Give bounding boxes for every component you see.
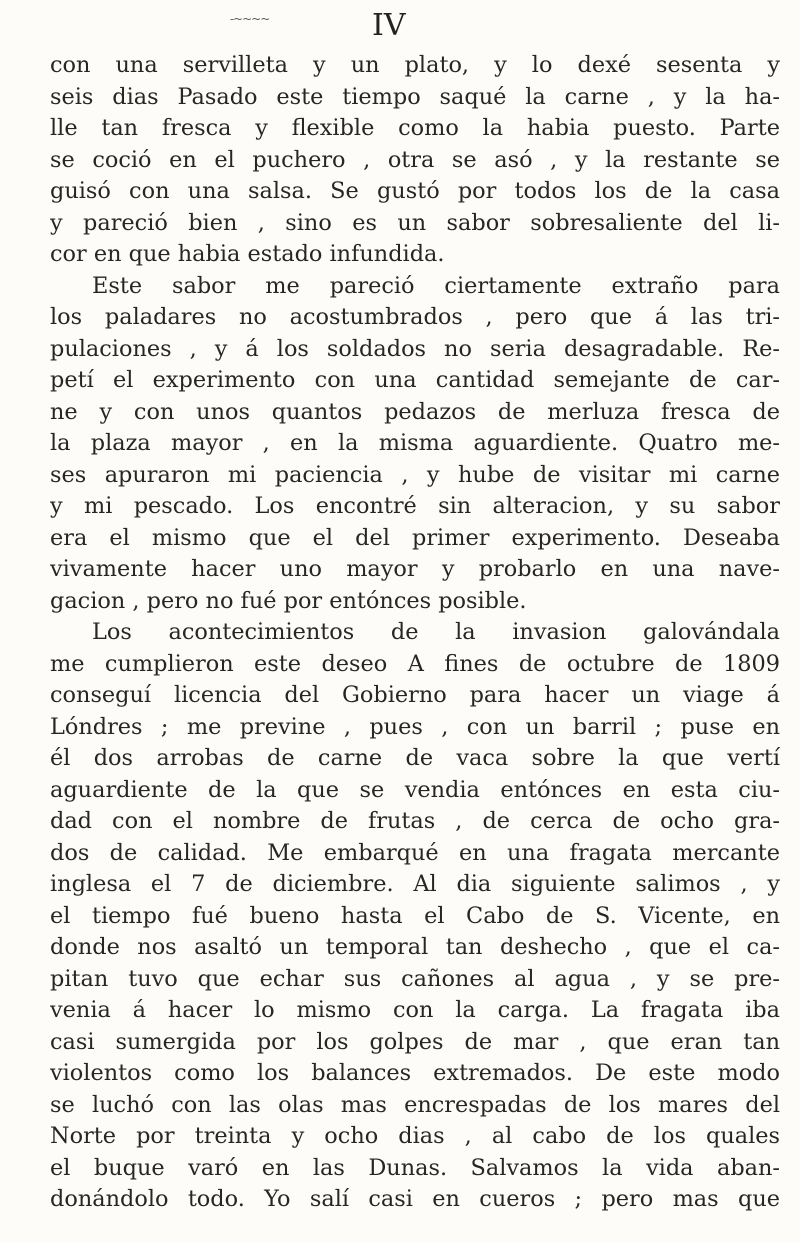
text-line: él dos arrobas de carne de vaca sobre la que vertí <box>50 745 780 771</box>
text-line: pitan tuvo que echar sus cañones al agua , y se pre- <box>50 965 780 992</box>
header-ornament: -~~~~ <box>230 12 270 26</box>
text-line: dad con el nombre de frutas , de cerca de ocho gra- <box>50 808 780 834</box>
page-header <box>0 8 800 48</box>
text-line: guisó con una salsa. Se gustó por todos los de la casa <box>50 178 780 204</box>
text-line: donándolo todo. Yo salí casi en cueros ; pero mas que <box>50 1186 780 1212</box>
text-line: Norte por treinta y ocho dias , al cabo de los quales <box>50 1123 780 1149</box>
text-line: ne y con unos quantos pedazos de merluza fresca de <box>50 398 780 425</box>
text-line: violentos como los balances extremados. De este modo <box>50 1060 780 1086</box>
text-line: gacion , pero no fué por entónces posible. <box>50 587 527 614</box>
page-number: IV <box>372 8 406 43</box>
text-line: ses apuraron mi paciencia , y hube de visitar mi carne <box>50 461 780 488</box>
text-line: con una servilleta y un plato, y lo dexé sesenta y <box>50 52 780 78</box>
text-line: conseguí licencia del Gobierno para hacer un viage á <box>50 682 780 708</box>
text-line: y mi pescado. Los encontré sin alteracion, y su sabor <box>50 493 780 519</box>
text-line: lle tan fresca y flexible como la habia puesto. Parte <box>50 115 780 141</box>
text-line: se luchó con las olas mas encrespadas de los mares del <box>50 1091 780 1118</box>
text-line: cor en que habia estado infundida. <box>50 241 445 267</box>
text-line: la plaza mayor , en la misma aguardiente. Quatro me- <box>50 430 780 456</box>
text-line: me cumplieron este deseo A fines de octubre de 1809 <box>50 650 780 677</box>
text-line: Lóndres ; me previne , pues , con un barril ; puse en <box>50 713 780 740</box>
text-line: dos de calidad. Me embarqué en una fragata mercante <box>50 839 780 866</box>
text-line: venia á hacer lo mismo con la carga. La fragata iba <box>50 997 780 1023</box>
text-line: Los acontecimientos de la invasion galovándala <box>92 619 780 645</box>
text-line: vivamente hacer uno mayor y probarlo en una nave- <box>50 556 780 582</box>
text-line: inglesa el 7 de diciembre. Al dia siguiente salimos , y <box>50 871 780 897</box>
text-line: el tiempo fué bueno hasta el Cabo de S. Vicente, en <box>50 902 780 929</box>
text-line: era el mismo que el del primer experimento. Deseaba <box>50 524 780 551</box>
text-line: seis dias Pasado este tiempo saqué la carne , y la ha- <box>50 83 780 110</box>
text-line: casi sumergida por los golpes de mar , que eran tan <box>50 1028 780 1055</box>
text-line: Este sabor me pareció ciertamente extraño para <box>92 272 780 299</box>
body-text <box>50 50 780 1216</box>
text-line: aguardiente de la que se vendia entónces en esta ciu- <box>50 776 780 803</box>
text-line: los paladares no acostumbrados , pero que á las tri- <box>50 304 780 330</box>
text-line: pulaciones , y á los soldados no seria desagradable. Re- <box>50 335 780 362</box>
text-line: petí el experimento con una cantidad semejante de car- <box>50 367 780 393</box>
text-line: el buque varó en las Dunas. Salvamos la vida aban- <box>50 1154 780 1181</box>
text-line: se coció en el puchero , otra se asó , y la restante se <box>50 146 780 173</box>
text-line: y pareció bien , sino es un sabor sobresaliente del li- <box>50 209 780 236</box>
text-line: donde nos asaltó un temporal tan deshecho , que el ca- <box>50 934 780 960</box>
